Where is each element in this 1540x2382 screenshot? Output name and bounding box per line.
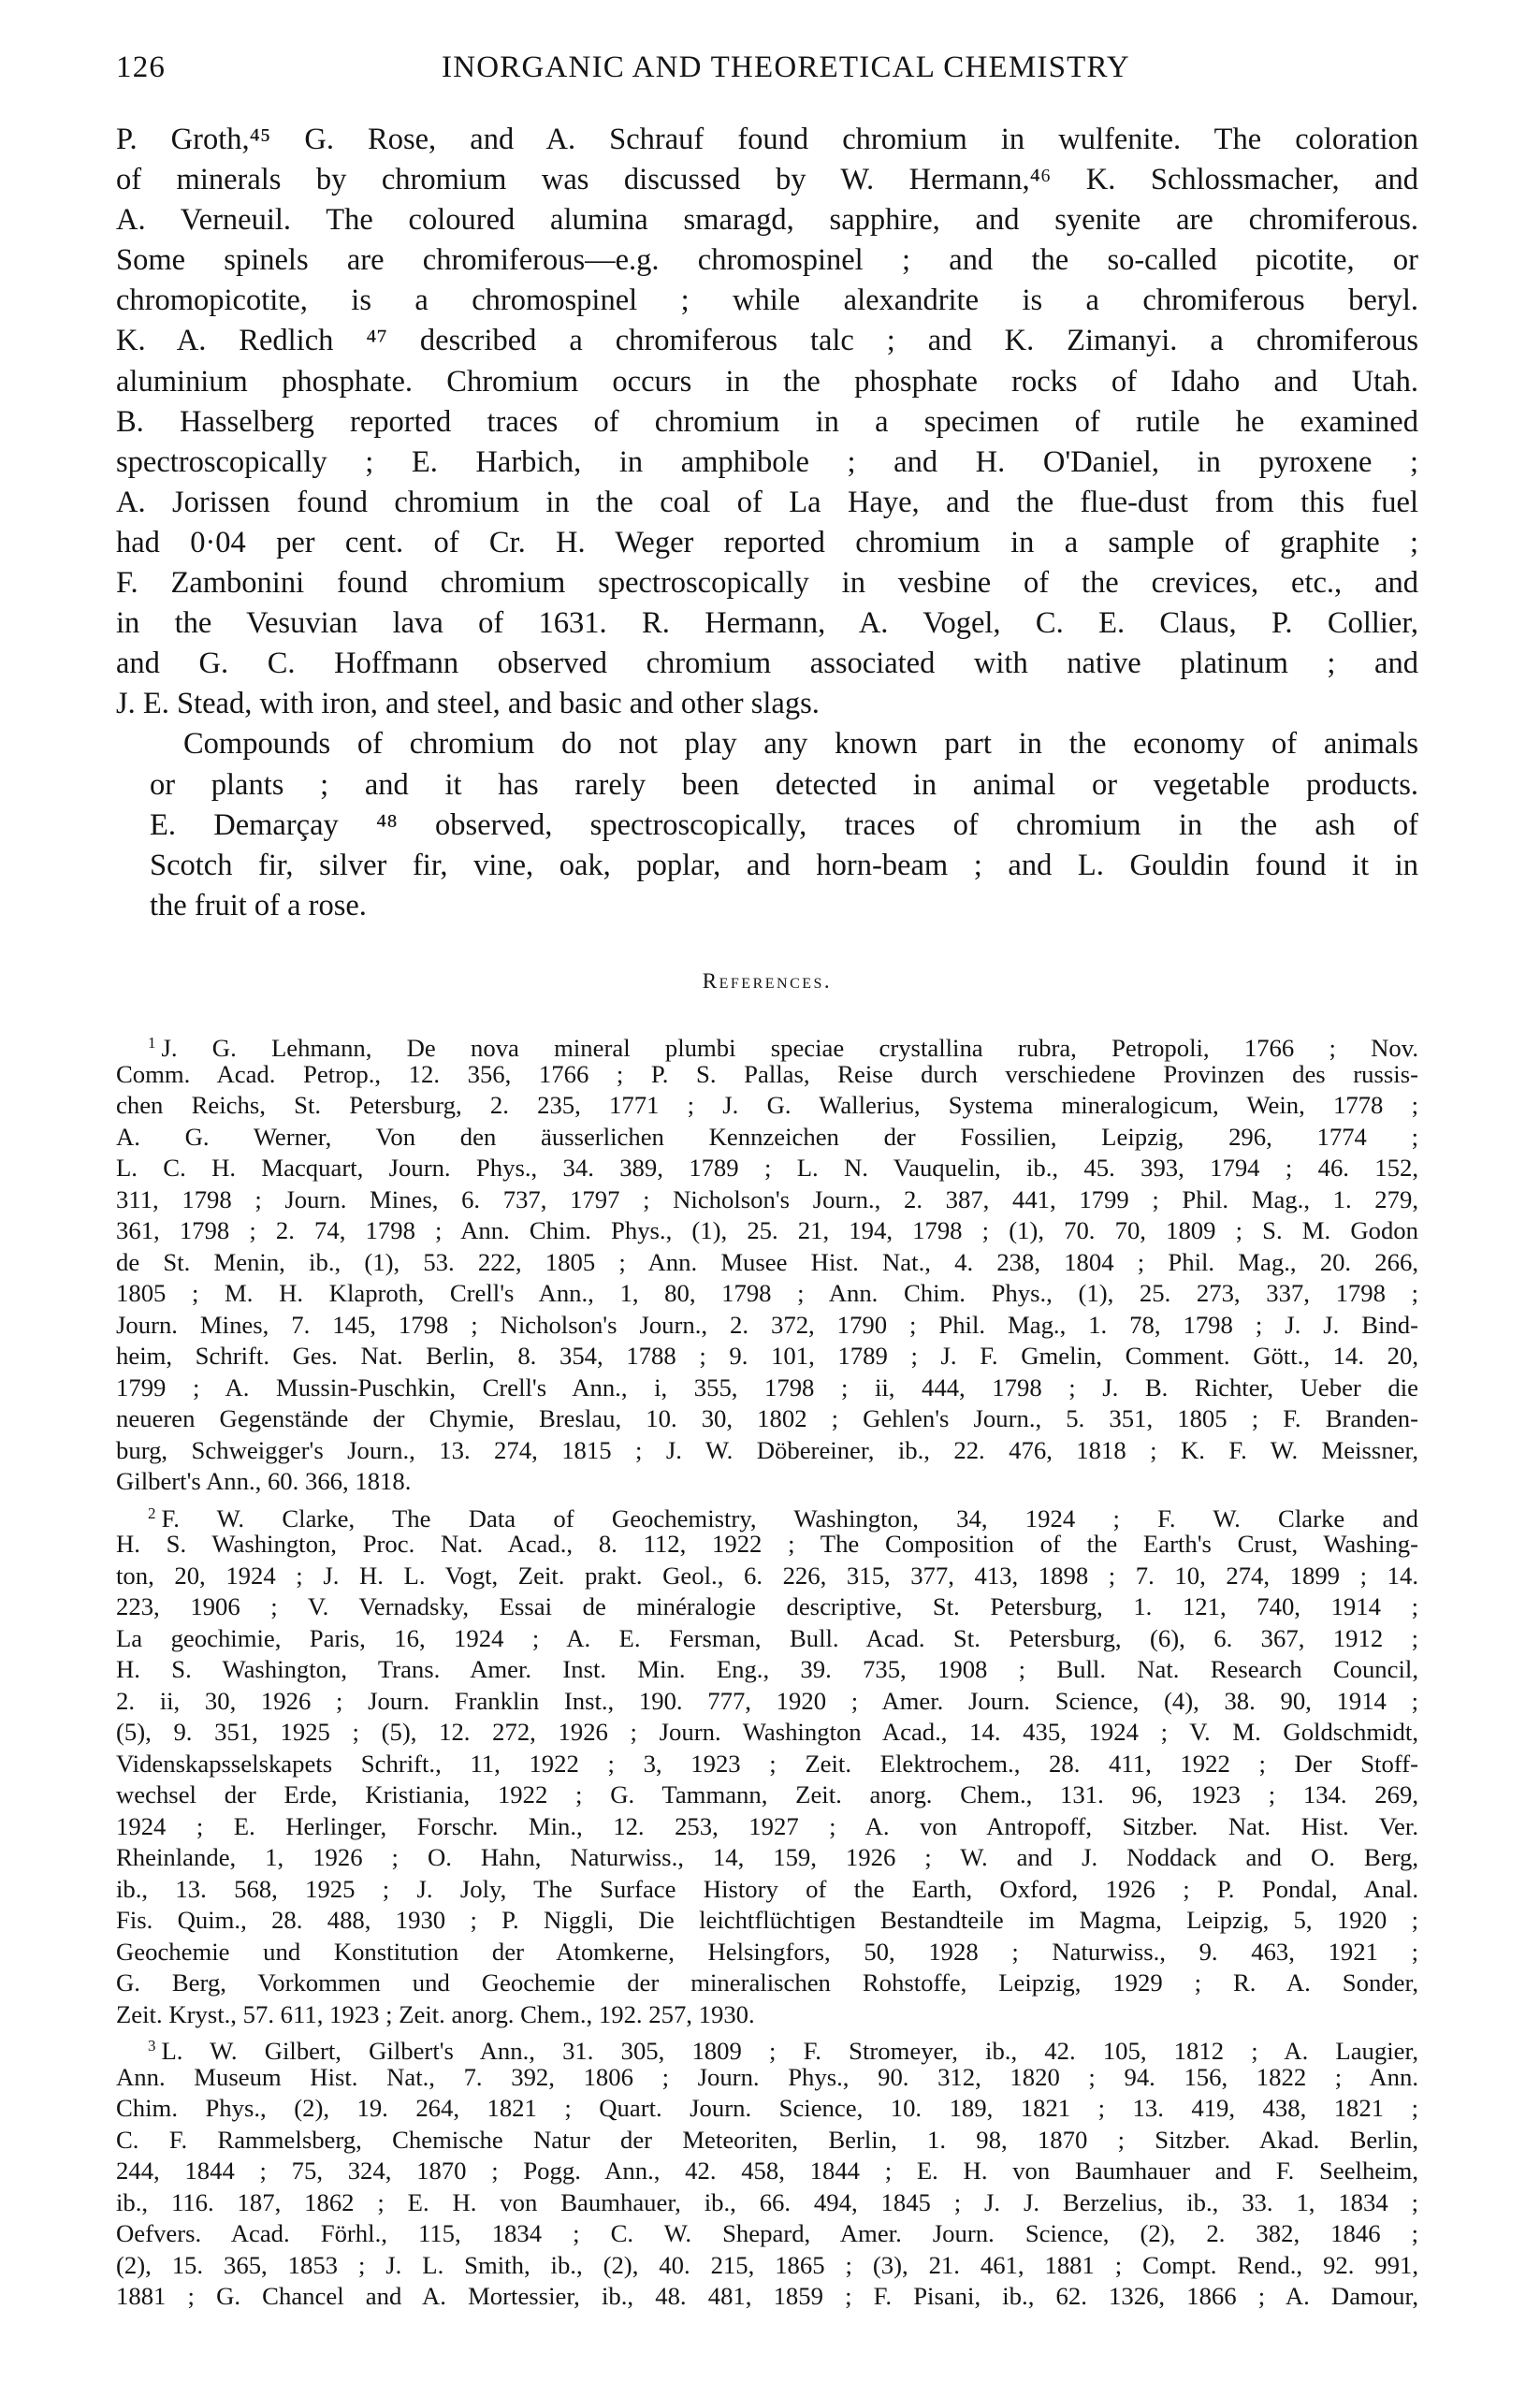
reference-line: H. S. Washington, Trans. Amer. Inst. Min. Eng., 39. 735, 1908 ; Bull. Nat. Research Council, — [116, 1655, 1418, 1683]
references-list — [116, 1027, 1418, 2313]
text-line: A. Jorissen found chromium in the coal of La Haye, and the flue-dust from this fuel — [116, 485, 1418, 519]
page-header — [116, 51, 1418, 95]
reference-line: Videnskapsselskapets Schrift., 11, 1922 ; 3, 1923 ; Zeit. Elektrochem., 28. 411, 1922 ; Der Stoff- — [116, 1749, 1418, 1778]
reference-item — [116, 1498, 1418, 2031]
reference-line: Fis. Quim., 28. 488, 1930 ; P. Niggli, Die leichtflüchtigen Bestandteile im Magma, Leipzig, 5, 1920 ; — [116, 1906, 1418, 1934]
reference-line — [116, 1027, 1418, 1062]
reference-line: L. C. H. Macquart, Journ. Phys., 34. 389, 1789 ; L. N. Vauquelin, ib., 45. 393, 1794 ; 46. 152, — [116, 1154, 1418, 1182]
reference-line: Geochemie und Konstitution der Atomkerne, Helsingfors, 50, 1928 ; Naturwiss., 9. 463, 1921 ; — [116, 1937, 1418, 1966]
text-line: E. Demarçay ⁴⁸ observed, spectroscopically, traces of chromium in the ash of — [150, 807, 1418, 842]
reference-line: heim, Schrift. Ges. Nat. Berlin, 8. 354, 1788 ; 9. 101, 1789 ; J. F. Gmelin, Comment. Gött., 14. 20, — [116, 1342, 1418, 1370]
text-line: had 0·04 per cent. of Cr. H. Weger reported chromium in a sample of graphite ; — [116, 525, 1418, 559]
reference-line: 361, 1798 ; 2. 74, 1798 ; Ann. Chim. Phys., (1), 25. 21, 194, 1798 ; (1), 70. 70, 1809 ; S. M. Godon — [116, 1216, 1418, 1244]
text-line: chromopicotite, is a chromospinel ; while alexandrite is a chromiferous beryl. — [116, 283, 1418, 318]
reference-line: ib., 116. 187, 1862 ; E. H. von Baumhauer, ib., 66. 494, 1845 ; J. J. Berzelius, ib., 33. 1, 1834 ; — [116, 2187, 1418, 2216]
text-line: and G. C. Hoffmann observed chromium associated with native platinum ; and — [116, 646, 1418, 681]
reference-line: Journ. Mines, 7. 145, 1798 ; Nicholson's Journ., 2. 372, 1790 ; Phil. Mag., 1. 78, 1798 ; J. J. Bind- — [116, 1310, 1418, 1339]
text-line: K. A. Redlich ⁴⁷ described a chromiferous talc ; and K. Zimanyi. a chromiferous — [116, 324, 1418, 358]
reference-line — [116, 1498, 1418, 1530]
reference-line: ton, 20, 1924 ; J. H. L. Vogt, Zeit. prakt. Geol., 6. 226, 315, 377, 413, 1898 ; 7. 10, 274, 1899 ; 14. — [116, 1561, 1418, 1590]
reference-line: Rheinlande, 1, 1926 ; O. Hahn, Naturwiss., 14, 159, 1926 ; W. and J. Noddack and O. Berg, — [116, 1843, 1418, 1871]
reference-line: Oefvers. Acad. Förhl., 115, 1834 ; C. W. Shepard, Amer. Journ. Science, (2), 2. 382, 1846 ; — [116, 2219, 1418, 2247]
reference-number: 1 — [148, 1034, 156, 1052]
reference-item — [116, 1027, 1418, 1498]
reference-number: 2 — [148, 1503, 156, 1522]
references-heading: References. — [702, 969, 833, 993]
reference-line-text: F. W. Clarke, The Data of Geochemistry, Washington, 34, 1924 ; F. W. Clarke and — [161, 1503, 1418, 1532]
reference-line-text: L. W. Gilbert, Gilbert's Ann., 31. 305, 1809 ; F. Stromeyer, ib., 42. 105, 1812 ; A. Laugier, — [161, 2037, 1418, 2065]
reference-line: 2. ii, 30, 1926 ; Journ. Franklin Inst., 190. 777, 1920 ; Amer. Journ. Science, (4), 38. 90, 1914 ; — [116, 1686, 1418, 1715]
text-line: in the Vesuvian lava of 1631. R. Hermann, A. Vogel, C. E. Claus, P. Collier, — [116, 606, 1418, 641]
paragraph — [116, 120, 1418, 724]
reference-line: Comm. Acad. Petrop., 12. 356, 1766 ; P. S. Pallas, Reise durch verschiedene Provinzen des russis- — [116, 1059, 1418, 1088]
reference-line: 1924 ; E. Herlinger, Forschr. Min., 12. 253, 1927 ; A. von Antropoff, Sitzber. Nat. Hist. Ver. — [116, 1811, 1418, 1840]
reference-line: Zeit. Kryst., 57. 611, 1923 ; Zeit. anorg. Chem., 192. 257, 1930. — [116, 1999, 755, 2028]
text-line: or plants ; and it has rarely been detected in animal or vegetable products. — [150, 767, 1418, 802]
reference-line: C. F. Rammelsberg, Chemische Natur der Meteoriten, Berlin, 1. 98, 1870 ; Sitzber. Akad. Berlin, — [116, 2125, 1418, 2154]
reference-line: (2), 15. 365, 1853 ; J. L. Smith, ib., (2), 40. 215, 1865 ; (3), 21. 461, 1881 ; Compt. Rend., 92. 991, — [116, 2250, 1418, 2279]
reference-line: Chim. Phys., (2), 19. 264, 1821 ; Quart. Journ. Science, 10. 189, 1821 ; 13. 419, 438, 1821 ; — [116, 2094, 1418, 2122]
reference-line — [116, 2030, 1418, 2065]
body-text — [116, 120, 1418, 926]
reference-line: 244, 1844 ; 75, 324, 1870 ; Pogg. Ann., 42. 458, 1844 ; E. H. von Baumhauer and F. Seelheim, — [116, 2157, 1418, 2185]
reference-line: neueren Gegenstände der Chymie, Breslau, 10. 30, 1802 ; Gehlen's Journ., 5. 351, 1805 ; F. Branden- — [116, 1404, 1418, 1432]
text-line: of minerals by chromium was discussed by W. Hermann,⁴⁶ K. Schlossmacher, and — [116, 163, 1418, 197]
reference-line: H. S. Washington, Proc. Nat. Acad., 8. 112, 1922 ; The Composition of the Earth's Crust, Washing- — [116, 1530, 1418, 1558]
text-line: J. E. Stead, with iron, and steel, and basic and other slags. — [116, 687, 820, 721]
reference-line: wechsel der Erde, Kristiania, 1922 ; G. Tammann, Zeit. anorg. Chem., 131. 96, 1923 ; 134. 269, — [116, 1780, 1418, 1808]
reference-line: 1805 ; M. H. Klaproth, Crell's Ann., 1, 80, 1798 ; Ann. Chim. Phys., (1), 25. 273, 337, 1798 ; — [116, 1279, 1418, 1307]
page-number: 126 — [116, 51, 167, 84]
reference-line-text: J. G. Lehmann, De nova mineral plumbi speciae crystallina rubra, Petropoli, 1766 ; Nov. — [161, 1034, 1418, 1062]
reference-line: 1881 ; G. Chancel and A. Mortessier, ib., 48. 481, 1859 ; F. Pisani, ib., 62. 1326, 1866 ; A. Damour, — [116, 2282, 1418, 2310]
text-line: B. Hasselberg reported traces of chromium in a specimen of rutile he examined — [116, 404, 1418, 439]
text-line: Scotch fir, silver fir, vine, oak, poplar, and horn-beam ; and L. Gouldin found it in — [150, 848, 1418, 882]
text-line: A. Verneuil. The coloured alumina smaragd, sapphire, and syenite are chromiferous. — [116, 203, 1418, 238]
reference-number: 3 — [148, 2037, 156, 2055]
text-line: spectroscopically ; E. Harbich, in amphibole ; and H. O'Daniel, in pyroxene ; — [116, 444, 1418, 479]
reference-line: G. Berg, Vorkommen und Geochemie der mineralischen Rohstoffe, Leipzig, 1929 ; R. A. Sonder, — [116, 1968, 1418, 1997]
reference-line: 1799 ; A. Mussin-Puschkin, Crell's Ann., i, 355, 1798 ; ii, 444, 1798 ; J. B. Richter, Ueber die — [116, 1373, 1418, 1402]
reference-line: de St. Menin, ib., (1), 53. 222, 1805 ; Ann. Musee Hist. Nat., 4. 238, 1804 ; Phil. Mag., 20. 266, — [116, 1247, 1418, 1276]
reference-line: 311, 1798 ; Journ. Mines, 6. 737, 1797 ; Nicholson's Journ., 2. 387, 441, 1799 ; Phil. Mag., 1. 279, — [116, 1184, 1418, 1213]
text-line: P. Groth,⁴⁵ G. Rose, and A. Schrauf found chromium in wulfenite. The coloration — [116, 123, 1418, 156]
reference-line: Ann. Museum Hist. Nat., 7. 392, 1806 ; Journ. Phys., 90. 312, 1820 ; 94. 156, 1822 ; Ann. — [116, 2062, 1418, 2091]
reference-line: (5), 9. 351, 1925 ; (5), 12. 272, 1926 ; Journ. Washington Acad., 14. 435, 1924 ; V. M. Goldschmidt, — [116, 1718, 1418, 1746]
reference-line: 223, 1906 ; V. Vernadsky, Essai de minéralogie descriptive, St. Petersburg, 1. 121, 740, 1914 ; — [116, 1592, 1418, 1620]
text-line: F. Zambonini found chromium spectroscopically in vesbine of the crevices, etc., and — [116, 566, 1418, 601]
reference-line: burg, Schweigger's Journ., 13. 274, 1815 ; J. W. Döbereiner, ib., 22. 476, 1818 ; K. F. W. Meissner, — [116, 1435, 1418, 1464]
running-title: INORGANIC AND THEORETICAL CHEMISTRY — [442, 51, 1130, 84]
text-line: aluminium phosphate. Chromium occurs in the phosphate rocks of Idaho and Utah. — [116, 364, 1418, 399]
text-line: Compounds of chromium do not play any known part in the economy of animals — [183, 727, 1418, 762]
reference-line: ib., 13. 568, 1925 ; J. Joly, The Surface History of the Earth, Oxford, 1926 ; P. Pondal, Anal. — [116, 1874, 1418, 1903]
reference-line: La geochimie, Paris, 16, 1924 ; A. E. Fersman, Bull. Acad. St. Petersburg, (6), 6. 367, 1912 ; — [116, 1623, 1418, 1652]
text-line: Some spinels are chromiferous—e.g. chromospinel ; and the so-called picotite, or — [116, 243, 1418, 278]
reference-line: chen Reichs, St. Petersburg, 2. 235, 1771 ; J. G. Wallerius, Systema mineralogicum, Wein, 1778 ; — [116, 1091, 1418, 1119]
reference-line: A. G. Werner, Von den äusserlichen Kennzeichen der Fossilien, Leipzig, 296, 1774 ; — [116, 1122, 1418, 1151]
paragraph — [116, 724, 1418, 925]
text-line: the fruit of a rose. — [150, 888, 367, 922]
reference-line: Gilbert's Ann., 60. 366, 1818. — [116, 1467, 412, 1495]
reference-item — [116, 2030, 1418, 2313]
